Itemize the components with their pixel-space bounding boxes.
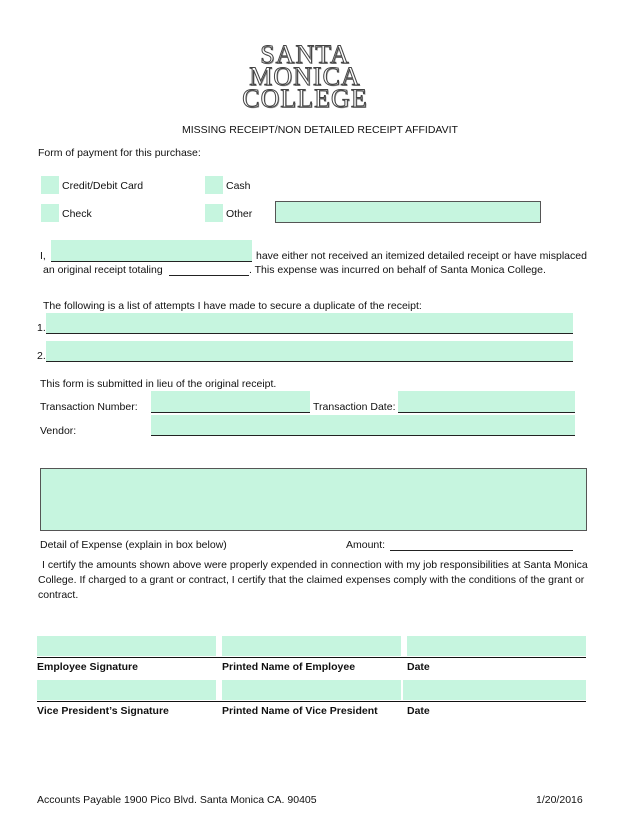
footer-address: Accounts Payable 1900 Pico Blvd. Santa Monica CA. 90405 bbox=[37, 794, 317, 806]
cash-checkbox[interactable] bbox=[205, 176, 223, 194]
transaction-date-underline bbox=[398, 401, 575, 413]
other-checkbox[interactable] bbox=[205, 204, 223, 222]
vp-name-label: Printed Name of Vice President bbox=[222, 705, 378, 717]
attempts-intro: The following is a list of attempts I have made to secure a duplicate of the receipt: bbox=[43, 300, 422, 312]
attempt-2-underline bbox=[46, 350, 573, 362]
check-checkbox[interactable] bbox=[41, 204, 59, 222]
expense-detail-label: Detail of Expense (explain in box below) bbox=[40, 539, 227, 551]
transaction-date-label: Transaction Date: bbox=[313, 401, 396, 413]
other-label: Other bbox=[226, 208, 253, 220]
employee-name-label: Printed Name of Employee bbox=[222, 661, 356, 673]
transaction-number-underline bbox=[151, 401, 310, 413]
credit-card-label: Credit/Debit Card bbox=[62, 180, 144, 192]
vp-signature-field[interactable] bbox=[37, 680, 216, 700]
college-logo bbox=[230, 40, 380, 113]
employee-date-label: Date bbox=[407, 661, 430, 673]
amount-field[interactable] bbox=[390, 539, 573, 551]
lieu-text: This form is submitted in lieu of the original receipt. bbox=[40, 378, 277, 390]
employee-date-field[interactable] bbox=[407, 636, 586, 656]
vp-date-label: Date bbox=[407, 705, 430, 717]
vp-printed-name-field[interactable] bbox=[222, 680, 401, 700]
amount-label: Amount: bbox=[346, 539, 386, 551]
transaction-number-label: Transaction Number: bbox=[40, 401, 138, 413]
logo-line-2: MONICA bbox=[249, 62, 361, 91]
vp-signature-rule bbox=[37, 701, 586, 702]
vp-date-field[interactable] bbox=[403, 680, 586, 700]
employee-signature-field[interactable] bbox=[37, 636, 216, 656]
statement-prefix: I, bbox=[40, 250, 46, 262]
credit-card-checkbox[interactable] bbox=[41, 176, 59, 194]
vendor-underline bbox=[151, 424, 575, 436]
vendor-label: Vendor: bbox=[40, 425, 77, 437]
statement-line-1: have either not received an itemized detailed receipt or have misplaced bbox=[256, 250, 587, 262]
employee-name-underline bbox=[51, 250, 252, 262]
attempt-1-number: 1. bbox=[37, 322, 46, 334]
statement-line-2-rest: . This expense was incurred on behalf of Santa Monica College. bbox=[249, 264, 546, 276]
payment-prompt: Form of payment for this purchase: bbox=[38, 147, 201, 159]
footer-date: 1/20/2016 bbox=[536, 794, 583, 806]
certify-text: I certify the amounts shown above were properly expended in connection with my job responsibilities at Santa Monica College. If charged to a grant or contract, I certify that the claimed expenses comply with the conditions of the grant or contract. bbox=[38, 559, 588, 601]
other-description-field[interactable] bbox=[275, 201, 541, 223]
attempt-1-underline bbox=[46, 322, 573, 334]
statement-line-2-start: an original receipt totaling bbox=[43, 264, 163, 276]
logo-line-3: COLLEGE bbox=[242, 84, 368, 113]
employee-signature-label: Employee Signature bbox=[37, 661, 138, 673]
cash-label: Cash bbox=[226, 180, 251, 192]
form-title: MISSING RECEIPT/NON DETAILED RECEIPT AFFIDAVIT bbox=[182, 124, 458, 136]
receipt-total-field[interactable] bbox=[169, 264, 249, 276]
vp-signature-label: Vice President’s Signature bbox=[37, 705, 169, 717]
expense-detail-box[interactable] bbox=[40, 468, 587, 531]
employee-signature-rule bbox=[37, 657, 586, 658]
check-label: Check bbox=[62, 208, 92, 220]
attempt-2-number: 2. bbox=[37, 350, 46, 362]
employee-printed-name-field[interactable] bbox=[222, 636, 401, 656]
logo-line-1: SANTA bbox=[260, 40, 350, 69]
